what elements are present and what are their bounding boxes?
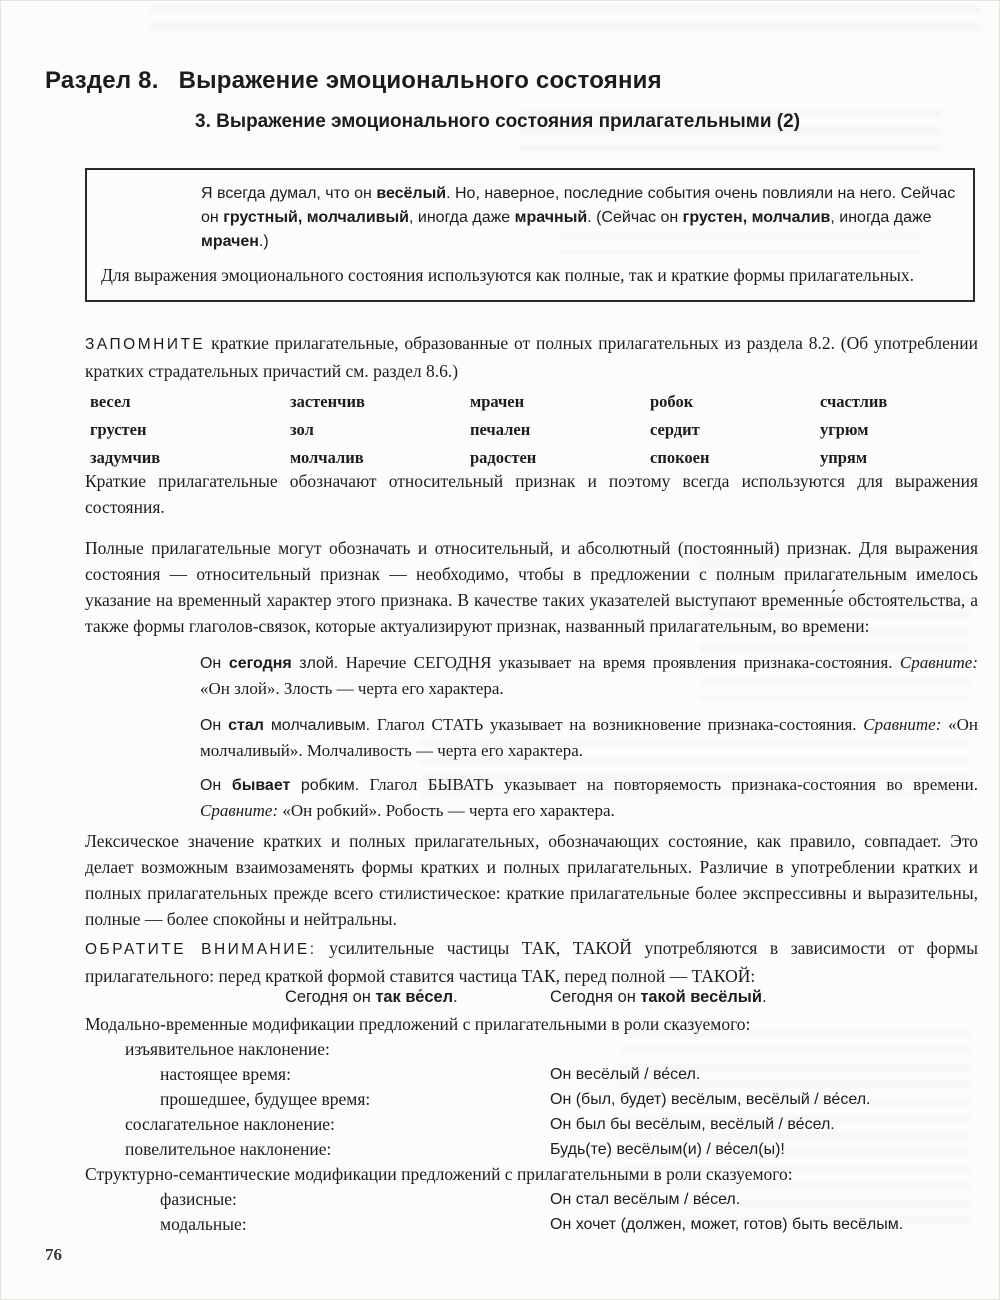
short-adjective: мрачен — [470, 392, 525, 411]
lesson-subtitle: 3. Выражение эмоционального состояния прилагательными (2) — [195, 110, 801, 132]
short-adjective: счастлив — [820, 392, 888, 411]
short-adjective: молчалив — [290, 448, 364, 467]
short-adjective: сердит — [650, 420, 700, 439]
modification-row — [85, 1112, 978, 1137]
paragraph-full-adjectives: Полные прилагательные могут обозначать и относительный, и абсолютный (постоянный) признак. Для выражения состояния — относительный признак — необходимо, чтобы в предложении с полным прилагательным имелось указание на временный характер этого признака. В качестве таких указателей выступают временны́е обстоятельства, а также формы глаголов-связок, которые актуализируют признак, названный прилагательным, во времени: — [85, 538, 978, 636]
usage-example-segodnya: Он сегодня злой. Наречие СЕГОДНЯ указывает на время проявления признака-состояния. Сравните: «Он злой». Злость — черта его характера. — [200, 653, 978, 698]
page-number: 76 — [45, 1245, 62, 1264]
short-adjective: упрям — [820, 448, 868, 467]
attention-paragraph — [85, 935, 978, 989]
modal-example: Он хочет (должен, может, готов) быть весёлым. — [550, 1216, 904, 1233]
attention-example-full-form: Сегодня он такой весёлый. — [550, 988, 767, 1006]
section-heading — [45, 66, 965, 96]
short-adjective: зол — [290, 420, 314, 439]
section-title: Выражение эмоционального состояния — [178, 67, 662, 95]
usage-example-stal: Он стал молчаливым. Глагол СТАТЬ указывает на возникновение признака-состояния. Сравните: «Он молчаливый». Молчаливость — черта его характера. — [200, 715, 978, 760]
short-adjective: спокоен — [650, 448, 710, 467]
short-adjective: радостен — [470, 448, 537, 467]
tense-label: прошедшее, будущее время: — [160, 1089, 371, 1109]
usage-example-byvaet: Он бывает робким. Глагол БЫВАТЬ указывает на повторяемость признака-состояния во времени. Сравните: «Он робкий». Робость — черта его характера. — [200, 775, 978, 820]
modification-row — [85, 1212, 978, 1237]
modification-row — [85, 1137, 978, 1162]
paragraph-lexical-meaning: Лексическое значение кратких и полных прилагательных, обозначающих состояние, как правило, совпадает. Это делает возможным взаимозаменять формы кратких и полных прилагательных. Различие в употреблении кратких и полных прилагательных прежде всего стилистическое: краткие прилагательные более экспрессивны и выразительны, полные — более спокойны и нейтральны. — [85, 831, 978, 929]
paragraph-short-adjectives: Краткие прилагательные обозначают относительный признак и поэтому всегда используются для выражения состояния. — [85, 471, 978, 517]
phase-example: Он стал весёлым / ве́сел. — [550, 1191, 741, 1208]
mood-label: изъявительное наклонение: — [125, 1039, 330, 1059]
short-adjective: угрюм — [820, 420, 869, 439]
remember-paragraph — [85, 330, 978, 384]
mood-example: Будь(те) весёлым(и) / ве́сел(ы)! — [550, 1141, 785, 1158]
attention-text: усилительные частицы ТАК, ТАКОЙ употребляются в зависимости от формы прилагательного: перед краткой формой ставится частица ТАК, перед полной — ТАКОЙ: — [85, 938, 979, 986]
structural-semantic-title: Структурно-семантические модификации предложений с прилагательными в роли сказуемого: — [85, 1164, 793, 1184]
modifications-section — [85, 1012, 978, 1237]
rule-box — [85, 168, 975, 302]
rule-box-example: Я всегда думал, что он весёлый. Но, наверное, последние события очень повлияли на него. Сейчас он грустный, молчаливый, иногда даже мрачный. (Сейчас он грустен, молчалив, иногда даже мрачен.) — [201, 185, 956, 250]
tense-example: Он весёлый / ве́сел. — [550, 1066, 701, 1083]
mood-example: Он был бы весёлым, весёлый / ве́сел. — [550, 1116, 835, 1133]
attention-example-short-form: Сегодня он так ве́сел. — [285, 988, 458, 1006]
attention-examples-row — [85, 983, 978, 1009]
attention-label: ОБРАТИТЕ ВНИМАНИЕ: — [85, 941, 317, 958]
short-adjective: печален — [470, 420, 531, 439]
section-number: Раздел 8. — [45, 67, 159, 95]
short-adjective: весел — [90, 392, 131, 411]
remember-text: краткие прилагательные, образованные от полных прилагательных из раздела 8.2. (Об употреблении кратких страдательных причастий см. раздел 8.6.) — [85, 333, 979, 381]
mood-label: сослагательное наклонение: — [125, 1114, 335, 1134]
modification-row — [85, 1062, 978, 1087]
mood-label: повелительное наклонение: — [125, 1139, 332, 1159]
short-adjective: задумчив — [90, 448, 161, 467]
tense-example: Он (был, будет) весёлым, весёлый / ве́сел. — [550, 1091, 871, 1108]
modal-label: модальные: — [160, 1214, 247, 1234]
remember-label: ЗАПОМНИТЕ — [85, 336, 206, 353]
modification-row — [85, 1087, 978, 1112]
modification-row — [85, 1187, 978, 1212]
short-adjectives-table — [90, 388, 978, 471]
short-adjective: робок — [650, 392, 694, 411]
bleed-through-artifact — [150, 6, 980, 32]
modification-row — [85, 1037, 978, 1062]
phase-label: фазисные: — [160, 1189, 237, 1209]
short-adjective: застенчив — [290, 392, 365, 411]
short-adjective: грустен — [90, 420, 147, 439]
rule-box-rule-text: Для выражения эмоционального состояния используются как полные, так и краткие формы прилагательных. — [101, 265, 914, 285]
modal-temporal-title: Модально-временные модификации предложений с прилагательными в роли сказуемого: — [85, 1014, 751, 1034]
tense-label: настоящее время: — [160, 1064, 291, 1084]
